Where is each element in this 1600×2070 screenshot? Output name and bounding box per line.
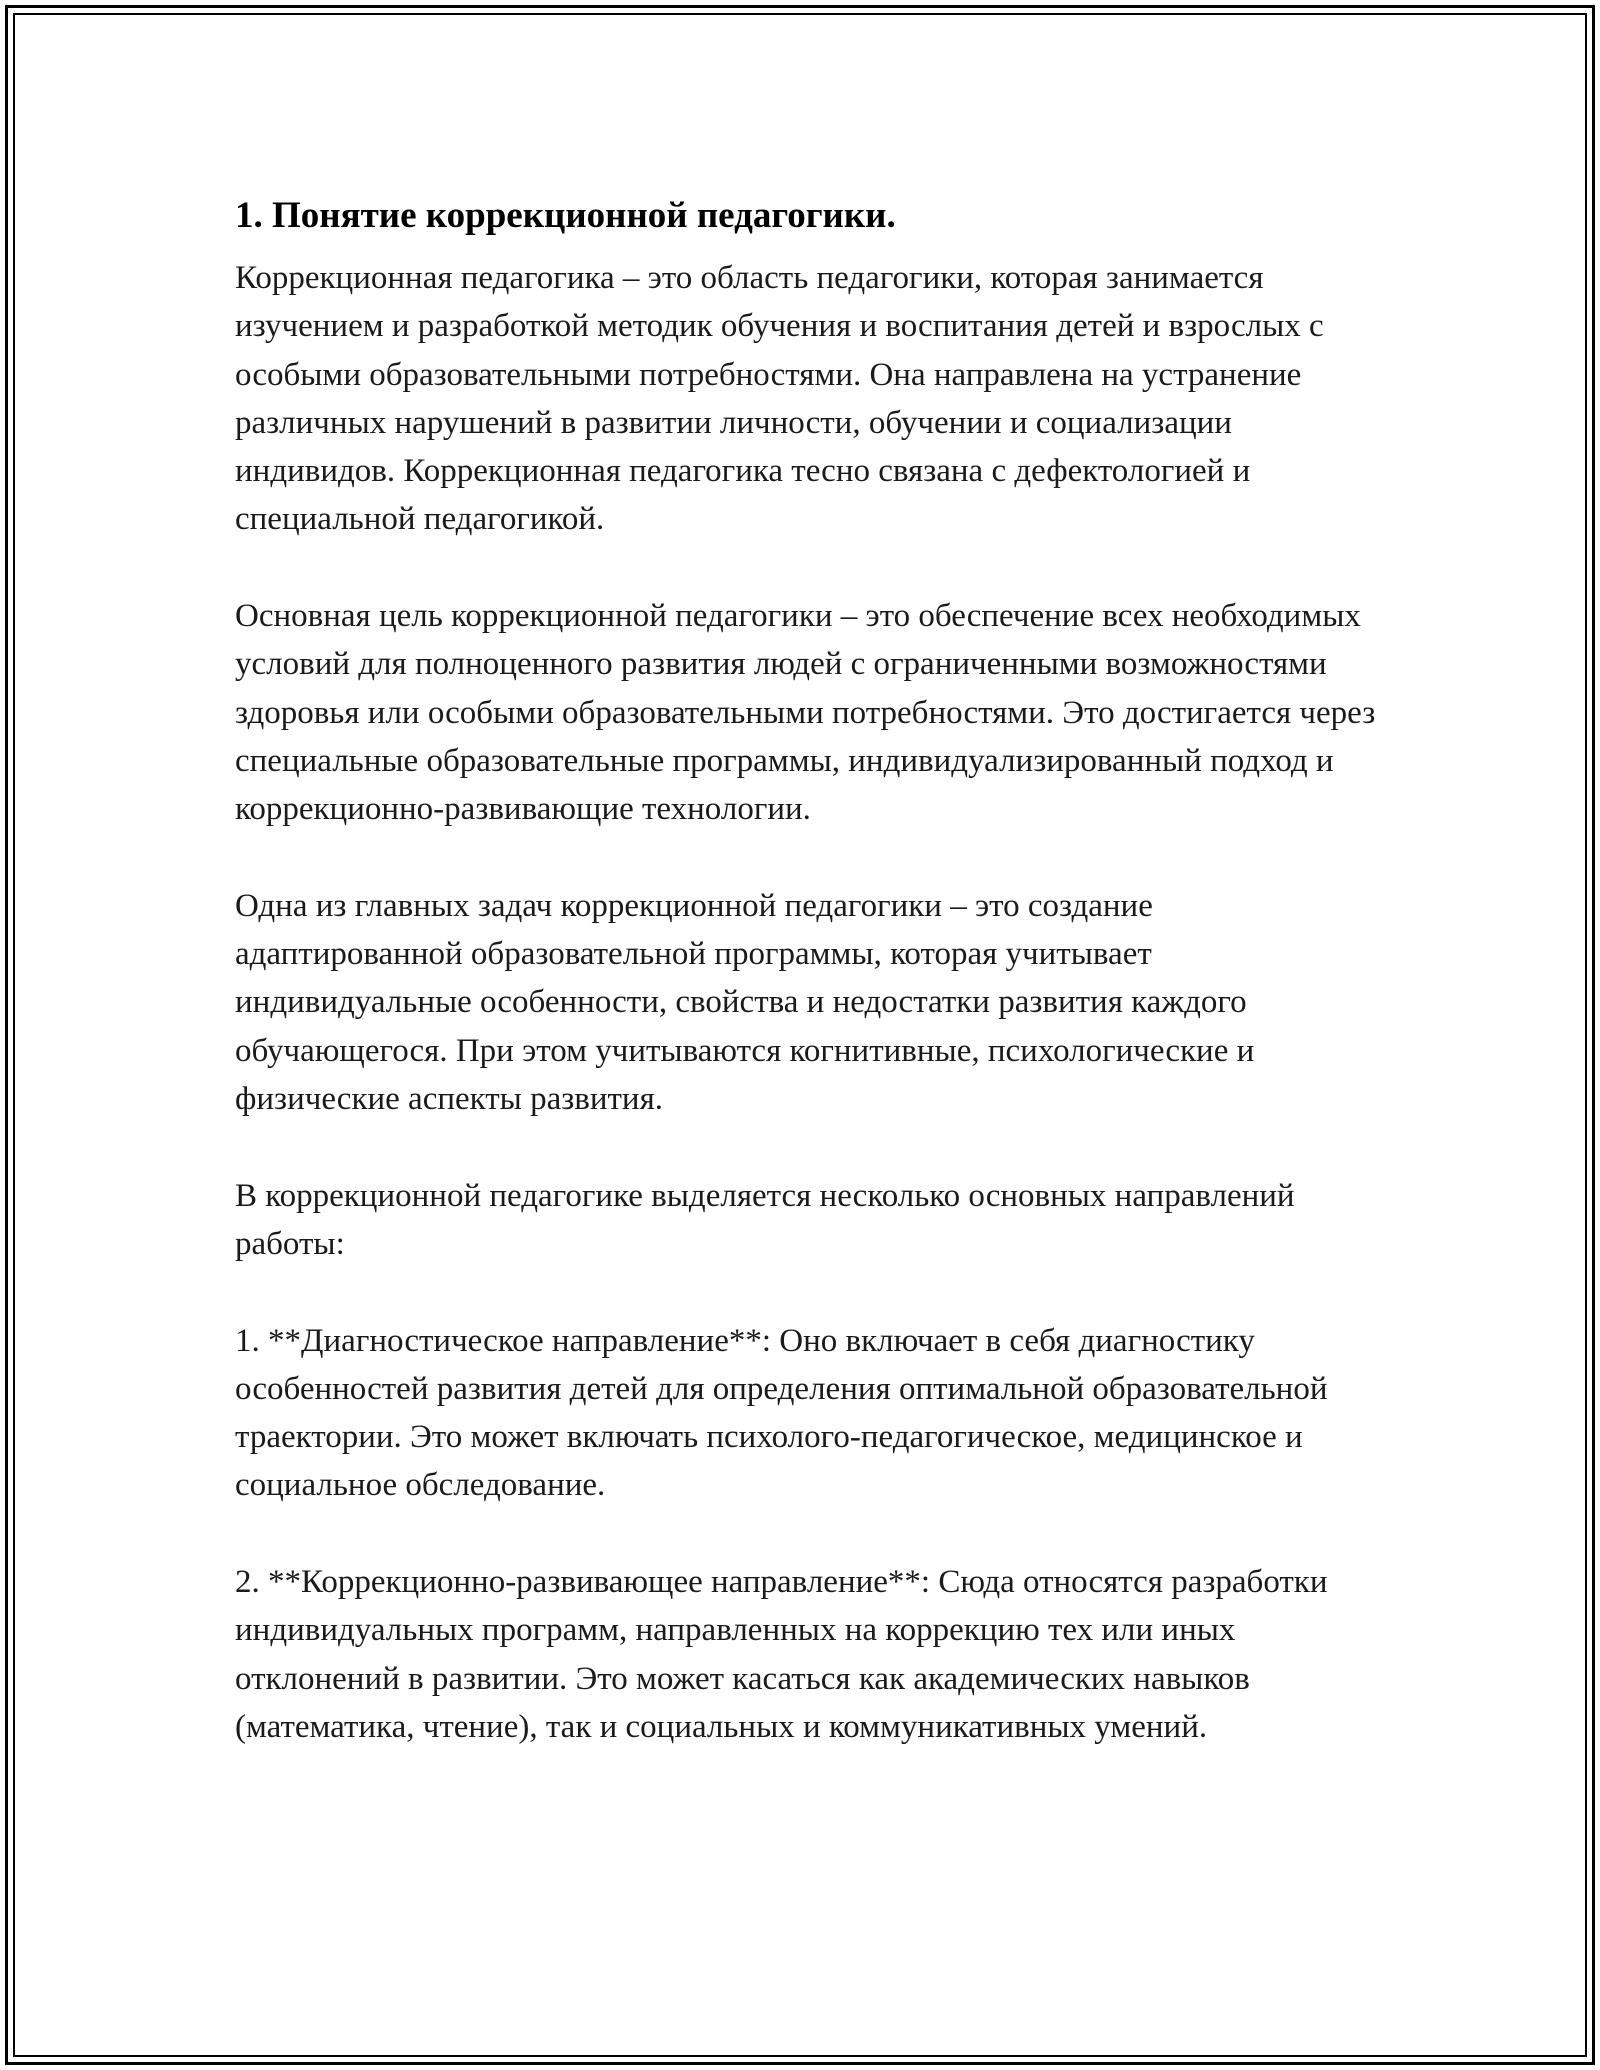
paragraph-main-task: Одна из главных задач коррекционной педагогики – это создание адаптированной образовательной программы, которая учитывает индивидуальные особенности, свойства и недостатки развития каждого обучающегося. При этом учитываются когнитивные, психологические и физические аспекты развития. [235,887,1255,1118]
document-title: 1. Понятие коррекционной педагогики. [235,195,896,236]
list-item-diagnostic: 1. **Диагностическое направление**: Оно включает в себя диагностику особенностей развития детей для определения оптимальной образовательной траектории. Это может включать психолого-педагогическое, медицинское и социальное обследование. [235,1322,1328,1504]
list-item-correctional: 2. **Коррекционно-развивающее направление**: Сюда относятся разработки индивидуальных программ, направленных на коррекцию тех или иных отклонений в развитии. Это может касаться как академических навыков (математика, чтение), так и социальных и коммуникативных умений. [235,1564,1328,1745]
paragraph-directions-intro: В коррекционной педагогике выделяется несколько основных направлений работы: [235,1177,1295,1262]
document-body [235,188,1385,1800]
paragraph-main-goal: Основная цель коррекционной педагогики – это обеспечение всех необходимых условий для полноценного развития людей с ограниченными возможностями здоровья или особыми образовательными потребностями. Это достигается через специальные образовательные программы, индивидуализированный подход и коррекционно-развивающие технологии. [235,598,1376,828]
paragraph-definition: Коррекционная педагогика – это область педагогики, которая занимается изучением и разработкой методик обучения и воспитания детей и взрослых с особыми образовательными потребностями. Она направлена на устранение различных нарушений в развитии личности, обучении и социализации индивидов. Коррекционная педагогика тесно связана с дефектологией и специальной педагогикой. [235,260,1324,538]
